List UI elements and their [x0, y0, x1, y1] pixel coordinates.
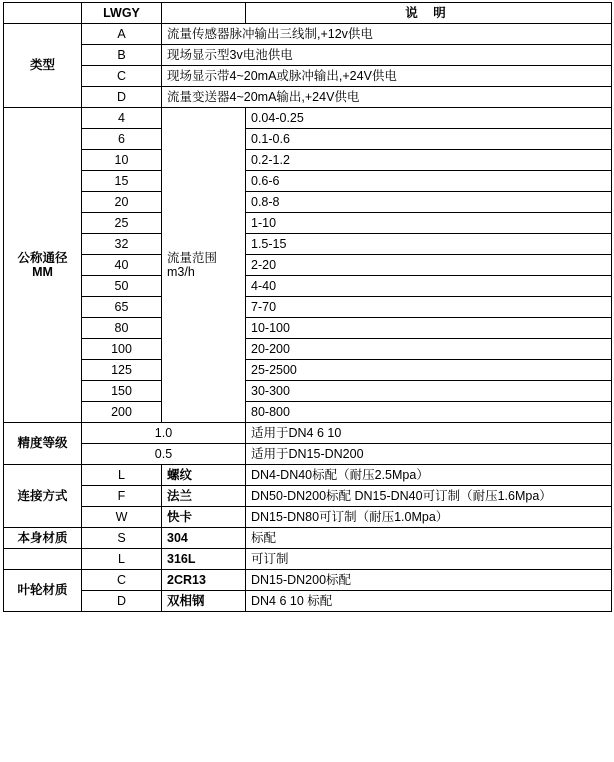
desc-cell: 1.5-15: [246, 234, 612, 255]
name-cell: 双相钢: [162, 591, 246, 612]
desc-cell: DN15-DN80可订制（耐压1.0Mpa）: [246, 507, 612, 528]
desc-cell: 1-10: [246, 213, 612, 234]
table-row: [4, 108, 612, 129]
desc-cell: DN50-DN200标配 DN15-DN40可订制（耐压1.6Mpa）: [246, 486, 612, 507]
specification-table: [3, 2, 612, 612]
desc-cell: 标配: [246, 528, 612, 549]
table-row: [4, 591, 612, 612]
table-row: [4, 213, 612, 234]
table-row: [4, 339, 612, 360]
code-cell: 200: [82, 402, 162, 423]
table-row: [4, 150, 612, 171]
code-cell: L: [82, 549, 162, 570]
table-row: [4, 24, 612, 45]
desc-cell: 4-40: [246, 276, 612, 297]
desc-cell: 2-20: [246, 255, 612, 276]
code-cell: 4: [82, 108, 162, 129]
desc-cell: 流量变送器4~20mA输出,+24V供电: [162, 87, 612, 108]
name-cell: 法兰: [162, 486, 246, 507]
desc-cell: 适用于DN15-DN200: [246, 444, 612, 465]
desc-cell: 现场显示带4~20mA或脉冲输出,+24V供电: [162, 66, 612, 87]
code-cell: 25: [82, 213, 162, 234]
header-cell-blank2: [162, 3, 246, 24]
name-cell: 316L: [162, 549, 246, 570]
category-label-type: 类型: [4, 24, 82, 108]
desc-cell: 现场显示型3v电池供电: [162, 45, 612, 66]
flow-range-line2: m3/h: [167, 265, 195, 279]
desc-cell: 0.1-0.6: [246, 129, 612, 150]
code-cell: 100: [82, 339, 162, 360]
table-row: [4, 66, 612, 87]
table-row: [4, 171, 612, 192]
table-row: [4, 381, 612, 402]
desc-cell: 0.6-6: [246, 171, 612, 192]
desc-cell: DN4-DN40标配（耐压2.5Mpa）: [246, 465, 612, 486]
table-row: [4, 465, 612, 486]
table-row: [4, 507, 612, 528]
desc-cell: 适用于DN4 6 10: [246, 423, 612, 444]
code-cell: 65: [82, 297, 162, 318]
name-cell: 螺纹: [162, 465, 246, 486]
flow-range-label: [162, 108, 246, 423]
desc-cell: 流量传感器脉冲输出三线制,+12v供电: [162, 24, 612, 45]
category-label-body-material: 本身材质: [4, 528, 82, 549]
table-row: [4, 570, 612, 591]
table-row: [4, 486, 612, 507]
table-row: [4, 423, 612, 444]
category-label-blank: [4, 549, 82, 570]
table-row: [4, 318, 612, 339]
desc-cell: 可订制: [246, 549, 612, 570]
desc-cell: 25-2500: [246, 360, 612, 381]
desc-cell: 20-200: [246, 339, 612, 360]
table-header-row: [4, 3, 612, 24]
code-cell: C: [82, 66, 162, 87]
table-row: [4, 297, 612, 318]
code-cell: 10: [82, 150, 162, 171]
table-row: [4, 276, 612, 297]
name-cell: 快卡: [162, 507, 246, 528]
category-label-impeller-material: 叶轮材质: [4, 570, 82, 612]
category-label-accuracy: 精度等级: [4, 423, 82, 465]
desc-cell: 0.2-1.2: [246, 150, 612, 171]
table-row: [4, 45, 612, 66]
desc-cell: 7-70: [246, 297, 612, 318]
table-row: [4, 192, 612, 213]
code-cell: 50: [82, 276, 162, 297]
code-cell: 20: [82, 192, 162, 213]
code-cell: 32: [82, 234, 162, 255]
desc-cell: 0.8-8: [246, 192, 612, 213]
table-row: [4, 549, 612, 570]
code-cell: D: [82, 591, 162, 612]
code-cell: 6: [82, 129, 162, 150]
table-row: [4, 255, 612, 276]
code-cell: S: [82, 528, 162, 549]
desc-cell: DN4 6 10 标配: [246, 591, 612, 612]
code-cell: 0.5: [82, 444, 246, 465]
category-label-line1: 公称通径: [17, 250, 68, 265]
desc-cell: 30-300: [246, 381, 612, 402]
header-cell-description: 说 明: [246, 3, 612, 24]
code-cell: B: [82, 45, 162, 66]
code-cell: 40: [82, 255, 162, 276]
code-cell: C: [82, 570, 162, 591]
table-row: [4, 444, 612, 465]
header-cell-model: LWGY: [82, 3, 162, 24]
code-cell: 80: [82, 318, 162, 339]
table-row: [4, 402, 612, 423]
flow-range-line1: 流量范围: [167, 250, 218, 265]
spec-table-page: [0, 2, 614, 762]
table-row: [4, 360, 612, 381]
code-cell: 1.0: [82, 423, 246, 444]
table-row: [4, 528, 612, 549]
table-row: [4, 129, 612, 150]
code-cell: 150: [82, 381, 162, 402]
category-label-connection: 连接方式: [4, 465, 82, 528]
name-cell: 304: [162, 528, 246, 549]
name-cell: 2CR13: [162, 570, 246, 591]
desc-cell: 80-800: [246, 402, 612, 423]
table-row: [4, 234, 612, 255]
header-cell-blank: [4, 3, 82, 24]
code-cell: F: [82, 486, 162, 507]
code-cell: W: [82, 507, 162, 528]
code-cell: 15: [82, 171, 162, 192]
code-cell: L: [82, 465, 162, 486]
code-cell: D: [82, 87, 162, 108]
desc-cell: 10-100: [246, 318, 612, 339]
code-cell: A: [82, 24, 162, 45]
code-cell: 125: [82, 360, 162, 381]
desc-cell: 0.04-0.25: [246, 108, 612, 129]
table-row: [4, 87, 612, 108]
category-label-nominal-diameter: [4, 108, 82, 423]
desc-cell: DN15-DN200标配: [246, 570, 612, 591]
category-label-line2: MM: [32, 265, 53, 279]
